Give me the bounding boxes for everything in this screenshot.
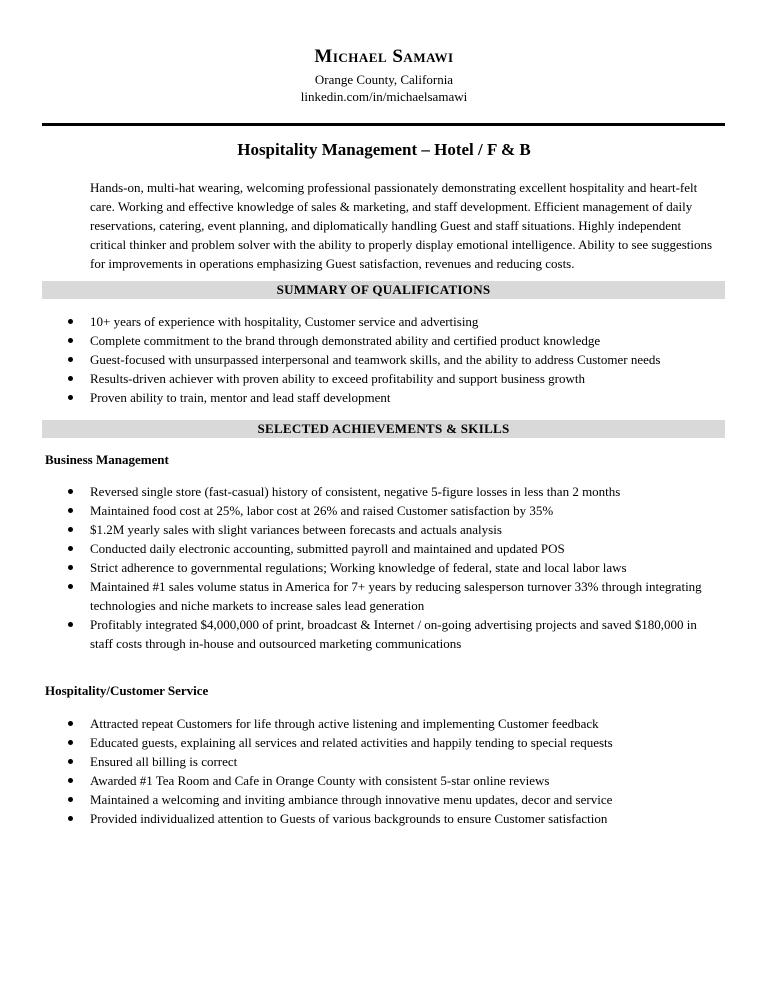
bullet-icon <box>68 584 73 589</box>
list-item <box>62 369 712 388</box>
list-item <box>62 714 712 733</box>
list-item <box>62 558 712 577</box>
qualifications-section-header: SUMMARY OF QUALIFICATIONS <box>42 281 725 299</box>
list-item-text: Attracted repeat Customers for life through active listening and implementing Customer feedback <box>90 716 599 731</box>
list-item <box>62 331 712 350</box>
achievements-section-header: SELECTED ACHIEVEMENTS & SKILLS <box>42 420 725 438</box>
bullet-icon <box>68 797 73 802</box>
bullet-icon <box>68 546 73 551</box>
list-item-text: Results-driven achiever with proven ability to exceed profitability and support business growth <box>90 371 585 386</box>
list-item-text: Guest-focused with unsurpassed interpersonal and teamwork skills, and the ability to address Customer needs <box>90 352 661 367</box>
bullet-icon <box>68 508 73 513</box>
bullet-icon <box>68 395 73 400</box>
list-item <box>62 733 712 752</box>
list-item <box>62 615 712 653</box>
bullet-icon <box>68 759 73 764</box>
list-item <box>62 482 712 501</box>
list-item-text: Complete commitment to the brand through demonstrated ability and certified product knowledge <box>90 333 601 348</box>
hospitality-customer-service-heading: Hospitality/Customer Service <box>45 683 209 698</box>
hospitality-list <box>62 714 712 828</box>
list-item-text: Strict adherence to governmental regulations; Working knowledge of federal, state and local labor laws <box>90 560 627 575</box>
list-item-text: Educated guests, explaining all services and related activities and happily tending to special requests <box>90 735 613 750</box>
bullet-icon <box>68 319 73 324</box>
list-item-text: Maintained #1 sales volume status in America for 7+ years by reducing salesperson turnover 33% through integrating technologies and niche markets to increase sales lead generation <box>90 579 702 613</box>
bullet-icon <box>68 565 73 570</box>
header-divider <box>42 123 725 126</box>
linkedin-url: linkedin.com/in/michaelsamawi <box>300 89 468 104</box>
qualifications-list <box>62 312 712 407</box>
list-item-text: Conducted daily electronic accounting, submitted payroll and maintained and updated POS <box>90 541 565 556</box>
list-item <box>62 350 712 369</box>
list-item <box>62 771 712 790</box>
applicant-location: Orange County, California <box>314 72 454 87</box>
list-item-text: Reversed single store (fast-casual) history of consistent, negative 5-figure losses in less than 2 months <box>90 484 621 499</box>
bullet-icon <box>68 489 73 494</box>
bullet-icon <box>68 721 73 726</box>
list-item <box>62 539 712 558</box>
bullet-icon <box>68 816 73 821</box>
list-item-text: Proven ability to train, mentor and lead staff development <box>90 390 391 405</box>
profile-summary: Hands-on, multi-hat wearing, welcoming professional passionately demonstrating excellent hospitality and heart-felt care. Working and effective knowledge of sales & marketing, and staff development. Efficient management of daily reservations, catering, event planning, and diplomatically handling Guest and staff situations. Highly independent critical thinker and problem solver with the ability to properly display emotional intelligence. Ability to see suggestions for improvements in operations emphasizing Guest satisfaction, revenues and reducing costs. <box>90 180 713 271</box>
business-management-list <box>62 482 712 653</box>
list-item-text: Maintained a welcoming and inviting ambiance through innovative menu updates, decor and service <box>90 792 613 807</box>
list-item <box>62 501 712 520</box>
bullet-icon <box>68 338 73 343</box>
list-item-text: 10+ years of experience with hospitality, Customer service and advertising <box>90 314 479 329</box>
list-item <box>62 752 712 771</box>
list-item <box>62 790 712 809</box>
business-management-heading: Business Management <box>45 452 169 467</box>
list-item <box>62 809 712 828</box>
bullet-icon <box>68 376 73 381</box>
bullet-icon <box>68 740 73 745</box>
bullet-icon <box>68 527 73 532</box>
list-item <box>62 312 712 331</box>
list-item <box>62 388 712 407</box>
list-item-text: Provided individualized attention to Guests of various backgrounds to ensure Customer satisfaction <box>90 811 608 826</box>
list-item-text: Ensured all billing is correct <box>90 754 238 769</box>
bullet-icon <box>68 622 73 627</box>
resume-headline: Hospitality Management – Hotel / F & B <box>237 140 531 159</box>
list-item-text: $1.2M yearly sales with slight variances between forecasts and actuals analysis <box>90 522 502 537</box>
list-item-text: Awarded #1 Tea Room and Cafe in Orange County with consistent 5-star online reviews <box>90 773 550 788</box>
list-item-text: Maintained food cost at 25%, labor cost at 26% and raised Customer satisfaction by 35% <box>90 503 554 518</box>
list-item-text: Profitably integrated $4,000,000 of print, broadcast & Internet / on-going advertising projects and saved $180,000 in staff costs through in-house and outsourced marketing communications <box>90 617 697 651</box>
bullet-icon <box>68 778 73 783</box>
bullet-icon <box>68 357 73 362</box>
list-item <box>62 577 712 615</box>
list-item <box>62 520 712 539</box>
applicant-name: Michael Samawi <box>314 46 454 67</box>
